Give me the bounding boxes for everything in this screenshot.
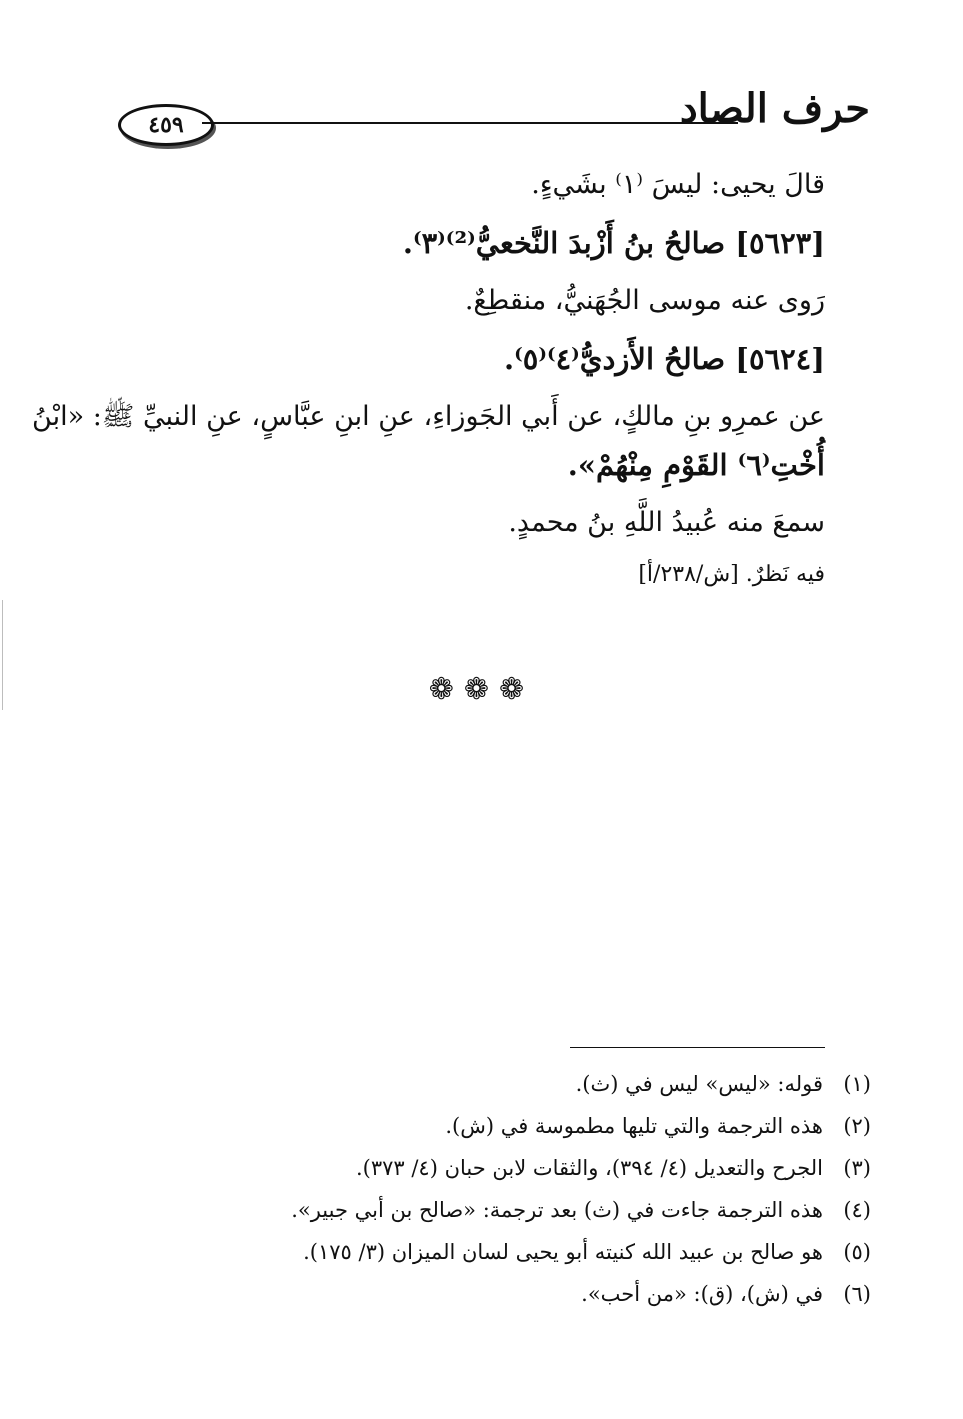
footnote-item — [111, 1238, 871, 1266]
text-line: فيه نَظرٌ. [ش/٢٣٨/أ] — [638, 562, 825, 587]
text-line: سمعَ منه عُبيدُ اللَّهِ بنُ محمدٍ. — [508, 507, 825, 538]
footnote-number: (٥) — [843, 1240, 871, 1264]
main-text — [32, 168, 825, 616]
footnote-text: هو صالح بن عبيد الله كنيته أبو يحيى لسان الميزان (٣/ ١٧٥). — [303, 1240, 823, 1264]
ornament-divider: ❁❁❁ — [428, 672, 535, 707]
footnote-number: (٢) — [843, 1114, 871, 1138]
text-line: قالَ يحيى: ليسَ ⁽١⁾ بشَيءٍ. — [531, 169, 825, 200]
footnote-text: في (ش)، (ق): «من أحب». — [581, 1282, 823, 1306]
footnote-rule — [570, 1047, 825, 1048]
entry-heading: [٥٦٢٤] صالحُ الأَزديُّ⁽٤⁾⁽٥⁾. — [504, 342, 825, 376]
footnote-number: (٣) — [843, 1156, 871, 1180]
footnote-text: هذه الترجمة والتي تليها مطموسة في (ش). — [445, 1114, 823, 1138]
footnote-item — [111, 1154, 871, 1182]
text-line: عن عمرِو بنِ مالكٍ، عن أَبي الجَوزاءِ، عنِ ابنِ عبَّاسٍ، عنِ النبيِّ ﷺ: «ابْنُ — [32, 401, 825, 432]
header-rule — [202, 122, 738, 124]
page-number-badge: ٤٥٩ — [118, 104, 214, 146]
footnote-item — [111, 1196, 871, 1224]
footnote-number: (٦) — [843, 1282, 871, 1306]
entry-heading: [٥٦٢٣] صالحُ بنُ أَزْبدَ النَّخعيُّ⁽²⁾⁽٣⁾. — [402, 226, 825, 260]
footnote-number: (١) — [843, 1072, 871, 1096]
footnote-text: الجرح والتعديل (٤/ ٣٩٤)، والثقات لابن حبان (٤/ ٣٧٣). — [355, 1156, 823, 1180]
hadith-text: أُخْتِ⁽٦⁾ القَوْمِ مِنْهُمْ». — [567, 448, 825, 482]
footnote-item — [111, 1070, 871, 1098]
footnotes — [111, 1070, 871, 1322]
text-line: رَوى عنه موسى الجُهَنيُّ، منقطِعٌ. — [464, 285, 825, 316]
footnote-item — [111, 1112, 871, 1140]
footnote-text: هذه الترجمة جاءت في (ث) بعد ترجمة: «صالح بن أبي جبير». — [291, 1198, 823, 1222]
chapter-title: حرف الصاد — [679, 85, 870, 132]
footnote-item — [111, 1280, 871, 1308]
footnote-text: قوله: «ليس» ليس في (ث). — [575, 1072, 823, 1096]
page-header — [110, 85, 870, 145]
footnote-number: (٤) — [843, 1198, 871, 1222]
